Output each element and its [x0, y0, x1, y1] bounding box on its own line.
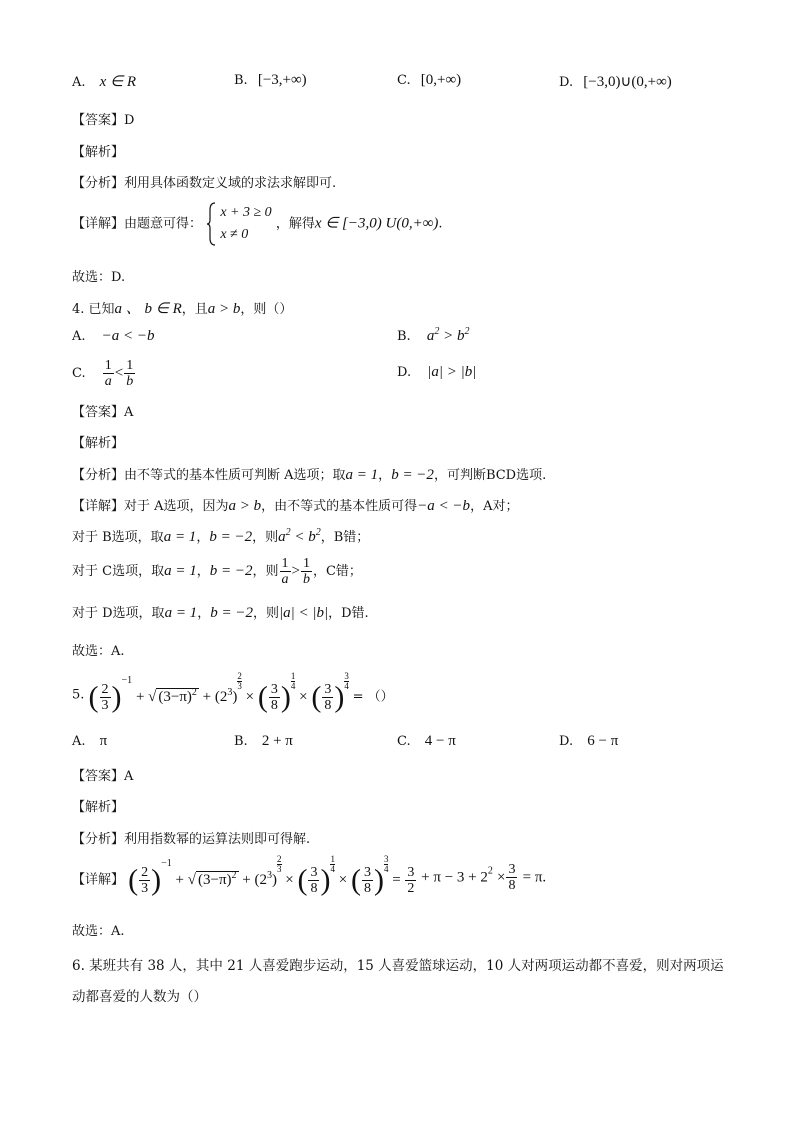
- q4-option-b: [397, 326, 469, 345]
- q4-detail-c: 对于 C选项，取a = 1，b = −2，则 $\frac{1}{a}$ > $\frac{1}{b}$ ，C错；: [72, 556, 362, 587]
- detail-tag: 【详解】: [72, 216, 125, 232]
- q3-option-d: [559, 72, 672, 91]
- q4-choose: 故选：A.: [72, 644, 125, 659]
- option-math: x ∈ R: [99, 74, 137, 90]
- q5-number: 5.: [72, 687, 85, 703]
- option-math: $a^2 > b^2$: [426, 326, 470, 344]
- frac-1-over-b: $\frac{1}{b}$: [126, 358, 134, 389]
- option-label: D.: [397, 365, 412, 380]
- option-label: C.: [397, 734, 411, 749]
- detail-math: b = −2: [210, 605, 253, 621]
- fenxi-tag: 【分析】: [72, 832, 125, 847]
- detail-text: ，由不等式的基本性质可得: [261, 499, 418, 514]
- option-label: D.: [559, 734, 574, 749]
- q4-option-a: [72, 328, 155, 345]
- option-label: A.: [72, 734, 86, 749]
- detail-text: 对于 D选项，取: [72, 606, 165, 621]
- detail-mid: ，解得: [275, 216, 315, 232]
- detail-sep: ，: [196, 530, 210, 545]
- option-math: 4 − π: [424, 733, 456, 749]
- frac-1-over-a: $\frac{1}{a}$: [104, 358, 112, 389]
- fenxi-text: 利用具体函数定义域的求法求解即可.: [124, 176, 337, 191]
- detail-text: ，则: [252, 530, 279, 545]
- brace-icon: [206, 202, 216, 246]
- detail-math: a = 1: [164, 563, 197, 579]
- detail-text: 对于 C选项，取: [72, 564, 165, 579]
- q4-analysis-tag: 【解析】: [72, 436, 125, 451]
- detail-text: 对于 B选项，取: [72, 530, 164, 545]
- frac-1-over-b: $\frac{1}{b}$: [302, 556, 310, 587]
- detail-math: a = 1: [163, 529, 197, 545]
- stem-end: ，则（）: [240, 302, 293, 317]
- detail-math: a = 1: [164, 605, 198, 621]
- option-label: B.: [397, 329, 411, 344]
- option-math: [−3,+∞): [257, 72, 307, 88]
- q3-fenxi: [72, 172, 336, 191]
- answer-tag: 【答案】: [72, 113, 125, 128]
- q6-stem-line-1: 6. 某班共有 38 人，其中 21 人喜爱跑步运动，15 人喜爱篮球运动，10 人对两项运动都不喜爱，则对两项运: [72, 958, 724, 974]
- q5-option-a: [72, 733, 107, 750]
- detail-text: ，C错；: [312, 564, 362, 579]
- stem-pre: 4. 已知: [72, 302, 115, 317]
- detail-expression: ( $\frac{2}{3}$ )$^{-1}$ + √ $(3-\pi)^2 + (2^3)$ $\frac{2}{3}$ × ( $\frac{3}{8}$ ) $\frac{1}{4}$ × ( $\frac{3}{8}$ ) $\frac{3}{4}$ = $\frac{3}{2}$: [128, 853, 415, 897]
- b-res-a: a: [278, 529, 286, 545]
- detail-tag: 【详解】: [72, 499, 125, 514]
- frac-3-over-8: $\frac{3}{8}$: [508, 862, 516, 894]
- answer-value: A: [124, 769, 134, 784]
- system-line-1: x + 3 ≥ 0: [220, 205, 272, 220]
- fenxi-text: ，可判断BCD选项.: [433, 468, 547, 483]
- q4-stem: [72, 297, 292, 318]
- q5-option-d: [559, 733, 618, 750]
- answer-tag: 【答案】: [72, 769, 125, 784]
- fenxi-sep: ，: [378, 468, 392, 483]
- detail-math: b = −2: [209, 563, 253, 579]
- answer-tag: 【答案】: [72, 405, 125, 420]
- detail-sep: ，: [197, 606, 211, 621]
- q5-stem: [72, 670, 394, 715]
- option-label: A.: [72, 75, 86, 90]
- detail-end: = π.: [522, 869, 547, 886]
- q5-answer: [72, 765, 133, 784]
- option-label: C.: [72, 366, 86, 381]
- q4-detail-b: [72, 526, 369, 546]
- detail-math: $a^2 < b^2$: [278, 527, 321, 545]
- option-math: −a < −b: [101, 328, 155, 344]
- q3-answer: [72, 109, 134, 128]
- option-label: B.: [234, 73, 248, 88]
- q5-tail: = （）: [352, 689, 394, 705]
- q3-choose: 故选：D.: [72, 270, 126, 285]
- q5-detail: 【详解】 ( $\frac{2}{3}$ )$^{-1}$ + √ $(3-\pi)^2 + (2^3)$ $\frac{2}{3}$ × ( $\frac{3}{8}$ ) $\frac{1}{4}$ × ( $\frac{3}{8}$ ) $\frac{3}{4}$ = $\frac{3}{2}$ + $\pi - 3 + 2^2$ × $\frac{3}{8}$ = π.: [72, 853, 547, 897]
- fenxi-math: b = −2: [391, 467, 434, 483]
- detail-math: b = −2: [209, 529, 253, 545]
- detail-text: ，则: [252, 564, 279, 579]
- q4-fenxi: [72, 464, 546, 484]
- q3-detail: [72, 202, 443, 246]
- q3-analysis-tag: 【解析】: [72, 145, 125, 160]
- detail-sep: ，: [196, 564, 210, 579]
- fenxi-tag: 【分析】: [72, 468, 125, 483]
- q5-option-c: [397, 733, 456, 750]
- b-base-a: a: [426, 328, 435, 344]
- stem-mid: ，且: [181, 302, 208, 317]
- q6-stem-line-2: 动都喜爱的人数为（）: [72, 989, 207, 1005]
- option-label: C.: [397, 73, 411, 88]
- option-math: |a| > |b|: [427, 364, 477, 380]
- fenxi-text: 由不等式的基本性质可判断 A选项；取: [124, 468, 346, 483]
- detail-math: −a < −b: [417, 498, 471, 514]
- option-label: D.: [559, 75, 574, 90]
- frac-1-over-a: $\frac{1}{a}$: [281, 556, 289, 587]
- detail-math: a > b: [228, 498, 262, 514]
- option-math: 6 − π: [587, 733, 619, 749]
- q5-choose: 故选：A.: [72, 924, 125, 939]
- fenxi-tag: 【分析】: [72, 176, 125, 191]
- q4-option-d: [397, 364, 476, 381]
- detail-end: .: [438, 216, 443, 232]
- q5-fenxi: [72, 828, 310, 847]
- option-label: A.: [72, 329, 86, 344]
- q4-detail-d: [72, 602, 369, 622]
- stem-ab: a 、 b ∈ R: [114, 301, 182, 317]
- q4-answer: [72, 401, 133, 420]
- answer-value: D: [124, 113, 135, 128]
- detail-tag: 【详解】: [72, 872, 125, 888]
- fenxi-text: 利用指数幂的运算法则即可得解.: [124, 832, 311, 847]
- q3-option-b: [234, 72, 307, 89]
- q4-option-c: C. $\frac{1}{a}$ < $\frac{1}{b}$: [72, 358, 134, 389]
- q3-option-c: [397, 72, 461, 89]
- detail-text: ，D错.: [328, 606, 369, 621]
- option-label: B.: [234, 734, 248, 749]
- q5-option-b: [234, 733, 293, 750]
- answer-value: A: [124, 405, 134, 420]
- q4-detail: [72, 495, 518, 515]
- detail-text: ，A对；: [470, 499, 519, 514]
- stem-cond: a > b: [207, 301, 241, 317]
- q5-expression: ( $\frac{2}{3}$ )$^{-1}$ + √ $(3-\pi)^2 + (2^3)$ $\frac{2}{3}$ × ( $\frac{3}{8}$ ) $\frac{1}{4}$ × ( $\frac{3}{8}$ ) $\frac{3}{4}$: [88, 670, 349, 714]
- detail-text: ，则: [252, 606, 279, 621]
- system-line-2: x ≠ 0: [220, 227, 249, 242]
- q3-option-a: [72, 72, 136, 91]
- detail-result: x ∈ [−3,0) U(0,+∞): [314, 215, 439, 232]
- option-math: [0,+∞): [420, 72, 462, 88]
- q5-analysis-tag: 【解析】: [72, 800, 125, 815]
- detail-text: 对于 A选项，因为: [124, 499, 229, 514]
- option-math: π: [99, 733, 108, 749]
- detail-pre: 由题意可得：: [124, 216, 203, 232]
- option-math: 2 + π: [261, 733, 293, 749]
- detail-text: ，B错；: [320, 530, 370, 545]
- detail-result: + π − 3 + 2: [421, 869, 488, 886]
- option-math: [−3,0)∪(0,+∞): [583, 74, 672, 90]
- fenxi-math: a = 1: [345, 467, 379, 483]
- inequality-system: [220, 202, 271, 246]
- detail-math: |a| < |b|: [278, 605, 329, 621]
